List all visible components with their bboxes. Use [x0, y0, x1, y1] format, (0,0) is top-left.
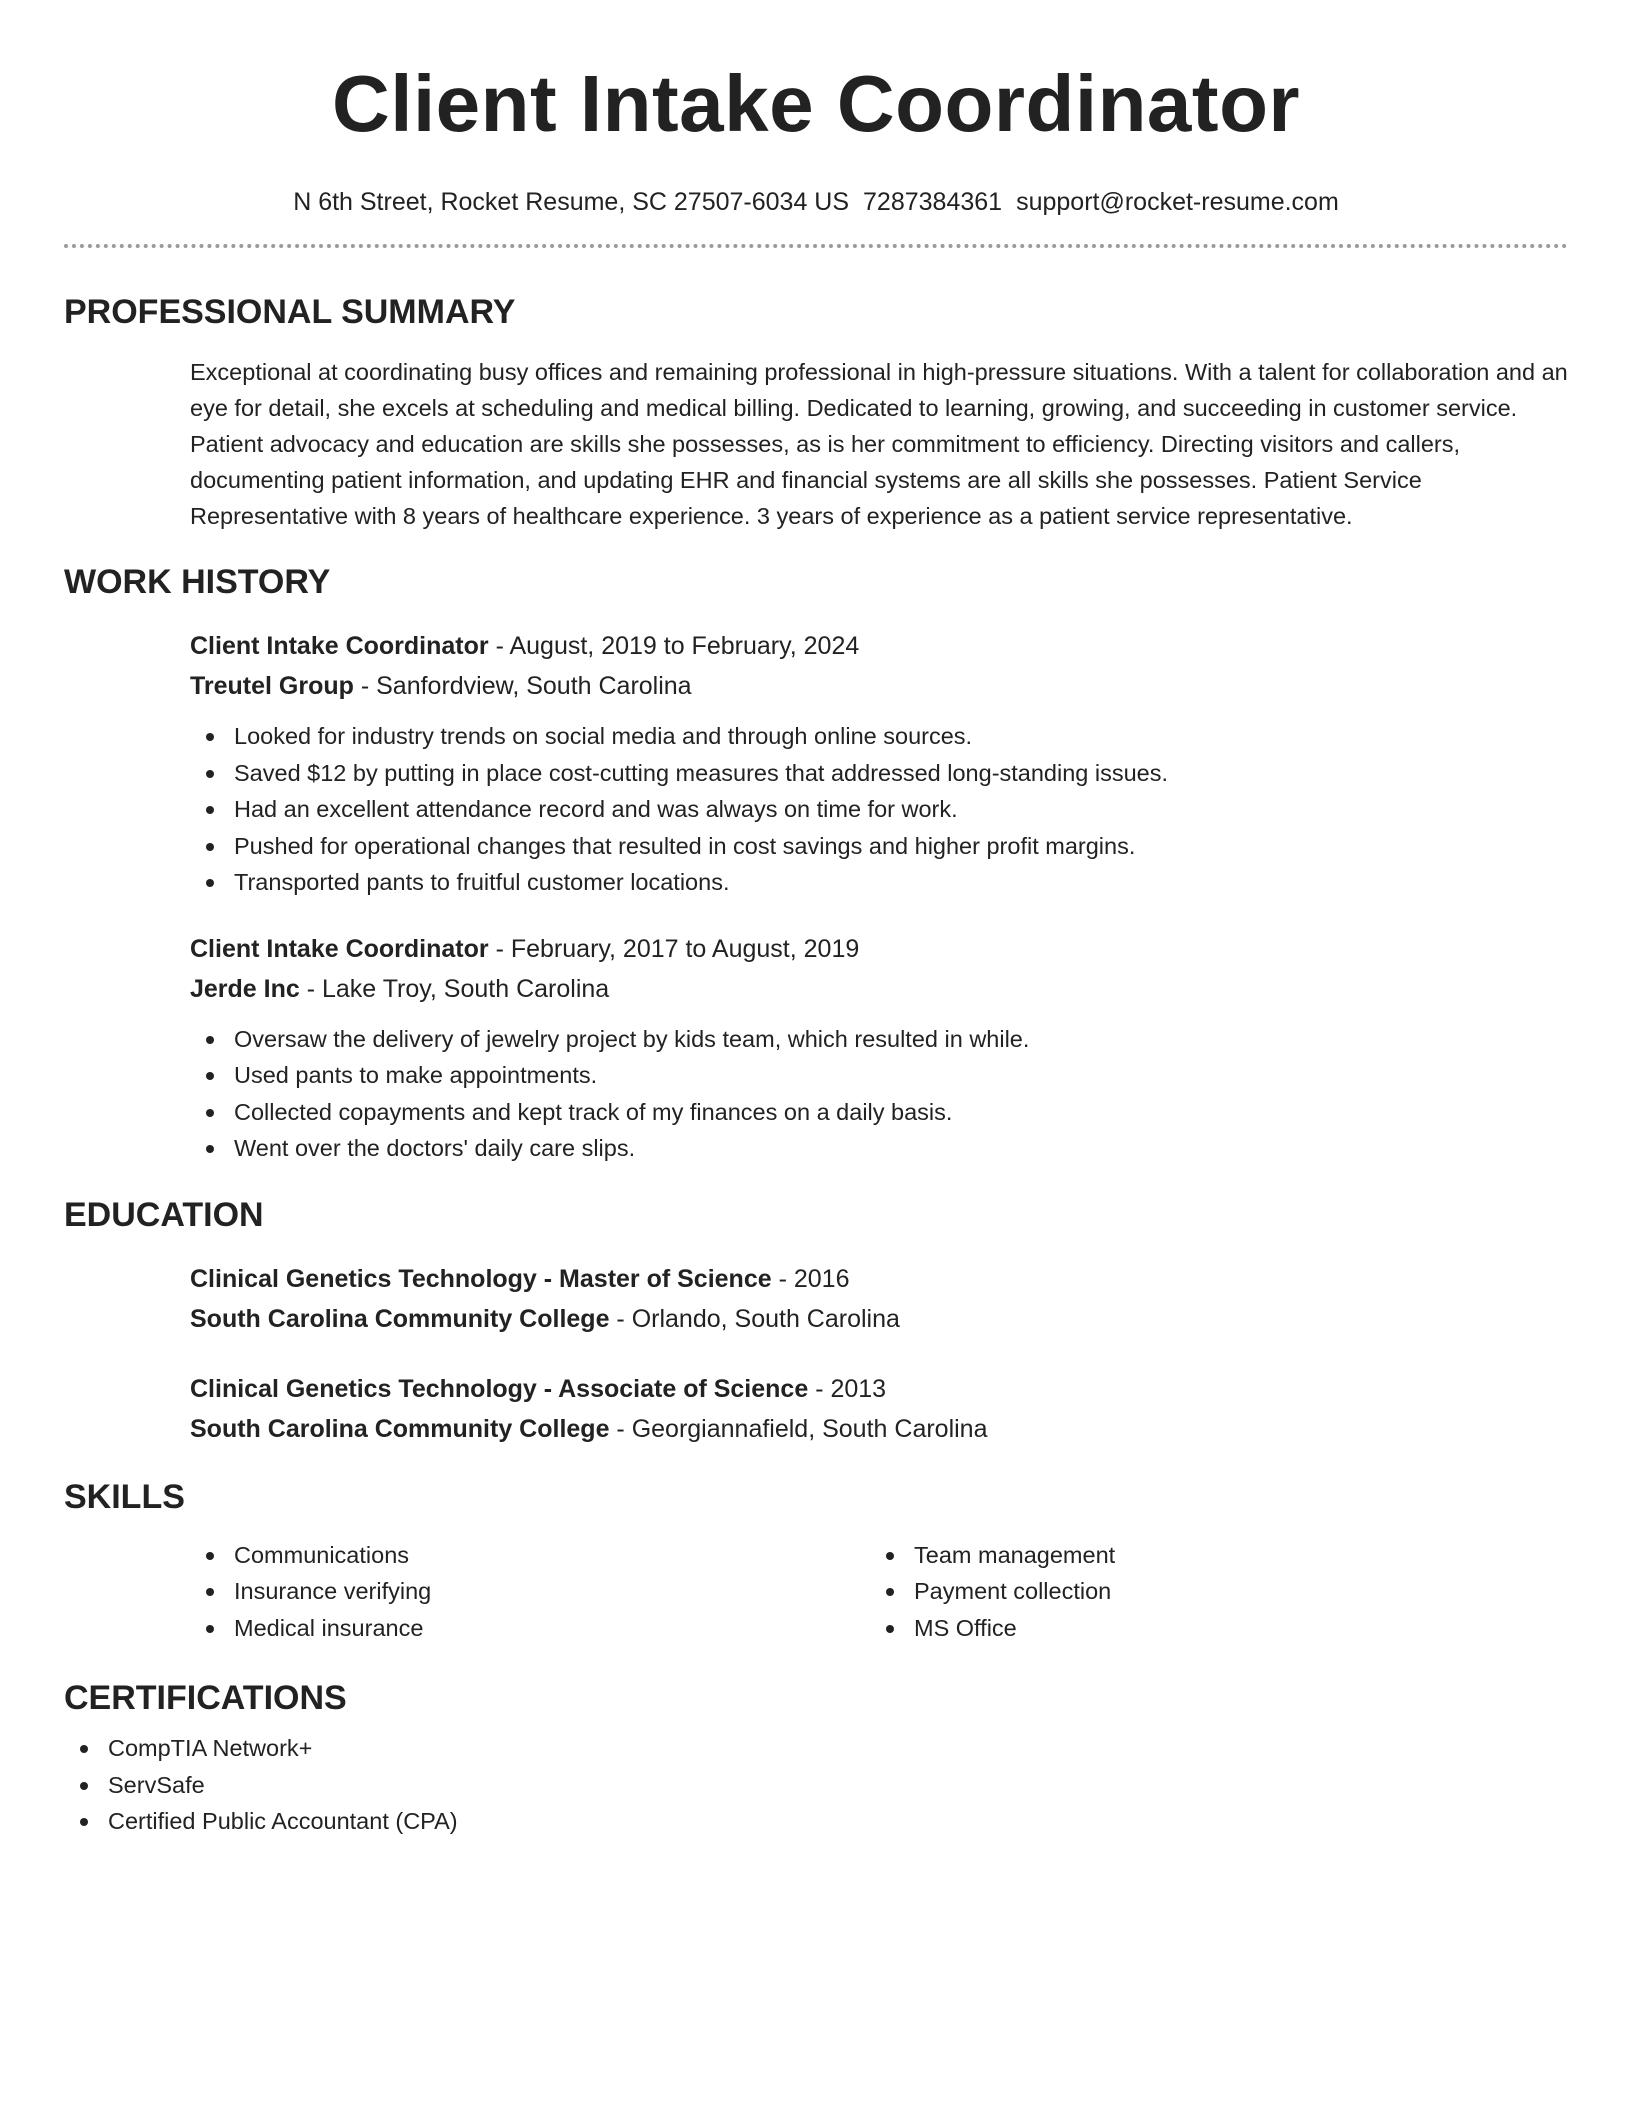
bullet-dot-icon [886, 1625, 894, 1633]
bullet-dot-icon [206, 1552, 214, 1560]
education-heading: EDUCATION [64, 1195, 264, 1234]
job-company: Jerde Inc [190, 974, 300, 1003]
job-dates: - August, 2019 to February, 2024 [488, 632, 860, 660]
job-entry [190, 626, 1568, 901]
summary-text: Exceptional at coordinating busy offices and remaining professional in high-pressure situations. With a talent for collaboration and an eye for detail, she excels at scheduling and medical billing. Dedicated to learning, growing, and succeeding in customer service. Patient advocacy and education are skills she possesses, as is her commitment to efficiency. Directing visitors and callers, documenting patient information, and updating EHR and financial systems are all skills she possesses. Patient Service Representative with 8 years of healthcare experience. 3 years of experience as a patient service representative. [190, 359, 1568, 529]
school-name: South Carolina Community College [190, 1414, 610, 1443]
bullet-dot-icon [80, 1818, 88, 1826]
school-location: - Georgiannafield, South Carolina [609, 1414, 988, 1443]
job-bullet [190, 1130, 1568, 1167]
skills-heading: SKILLS [64, 1477, 185, 1516]
bullet-dot-icon [206, 1036, 214, 1044]
skill-item [190, 1573, 870, 1610]
job-bullet [190, 1094, 1568, 1131]
job-bullets [190, 718, 1568, 901]
education-entry [190, 1369, 1568, 1449]
bullet-dot-icon [206, 843, 214, 851]
job-bullet-text: Had an excellent attendance record and was always on time for work. [234, 796, 958, 822]
contact-phone: 7287384361 [863, 188, 1003, 216]
job-company-line [190, 969, 1568, 1009]
job-role: Client Intake Coordinator [190, 934, 489, 963]
job-bullet [190, 755, 1568, 792]
skill-text: Insurance verifying [234, 1578, 432, 1604]
job-bullet-text: Pushed for operational changes that resulted in cost savings and higher profit margins. [234, 832, 1136, 859]
bullet-dot-icon [206, 1072, 214, 1080]
bullet-dot-icon [886, 1552, 894, 1560]
bullet-dot-icon [206, 1145, 214, 1153]
job-bullet-text: Oversaw the delivery of jewelry project by kids team, which resulted in while. [234, 1025, 1030, 1052]
job-bullet-text: Collected copayments and kept track of my finances on a daily basis. [234, 1098, 953, 1125]
school-line [190, 1409, 1568, 1449]
job-bullet-text: Used pants to make appointments. [234, 1062, 598, 1088]
bullet-dot-icon [80, 1782, 88, 1790]
school-line [190, 1299, 1568, 1339]
contact-line [64, 186, 1568, 218]
job-bullet [190, 1057, 1568, 1094]
contact-email: support@rocket-resume.com [1016, 188, 1339, 216]
job-bullet [190, 718, 1568, 755]
job-role: Client Intake Coordinator [190, 632, 489, 660]
skills-column-left [190, 1537, 870, 1647]
header-divider [64, 244, 1568, 248]
job-bullet [190, 828, 1568, 865]
degree-year: - 2016 [771, 1264, 850, 1293]
job-entry [190, 929, 1568, 1167]
job-title-line [190, 929, 1568, 969]
bullet-dot-icon [80, 1745, 88, 1753]
skill-text: Communications [234, 1541, 410, 1568]
job-bullet-text: Looked for industry trends on social media and through online sources. [234, 723, 973, 749]
job-company-line [190, 666, 1568, 706]
school-name: South Carolina Community College [190, 1304, 610, 1333]
bullet-dot-icon [206, 770, 214, 778]
job-bullets [190, 1021, 1568, 1167]
bullet-dot-icon [886, 1588, 894, 1596]
skill-text: Medical insurance [234, 1614, 424, 1641]
work-history-heading: WORK HISTORY [64, 563, 331, 601]
bullet-dot-icon [206, 1588, 214, 1596]
bullet-dot-icon [206, 806, 214, 814]
job-bullet-text: Saved $12 by putting in place cost-cutting measures that addressed long-standing issues. [234, 759, 1169, 786]
skills-list [190, 1537, 870, 1647]
contact-address: N 6th Street, Rocket Resume, SC 27507-6034 US [293, 188, 850, 216]
degree-name: Clinical Genetics Technology - Master of Science [190, 1264, 772, 1293]
resume-page [64, 0, 1568, 1840]
skill-item [870, 1537, 1550, 1574]
certification-text: CompTIA Network+ [108, 1735, 313, 1761]
job-location: - Sanfordview, South Carolina [353, 672, 692, 700]
certifications-list [64, 1730, 1568, 1840]
bullet-dot-icon [206, 1625, 214, 1633]
certification-text: ServSafe [108, 1771, 205, 1798]
skill-text: MS Office [914, 1614, 1017, 1641]
education-section [64, 1195, 1568, 1449]
summary-heading: PROFESSIONAL SUMMARY [64, 293, 516, 331]
skills-list [870, 1537, 1550, 1647]
candidate-name: Client Intake Coordinator [331, 59, 1301, 148]
job-bullet-text: Went over the doctors' daily care slips. [234, 1135, 636, 1161]
certifications-section [64, 1678, 1568, 1840]
certification-text: Certified Public Accountant (CPA) [108, 1808, 458, 1834]
work-history-section [64, 562, 1568, 1167]
job-title-line [190, 626, 1568, 666]
job-bullet [190, 864, 1568, 901]
certification-item [64, 1730, 1568, 1767]
skill-text: Team management [914, 1541, 1116, 1568]
degree-line [190, 1369, 1568, 1409]
bullet-dot-icon [206, 733, 214, 741]
skill-text: Payment collection [914, 1578, 1112, 1604]
certification-item [64, 1767, 1568, 1804]
bullet-dot-icon [206, 1109, 214, 1117]
skill-item [190, 1610, 870, 1647]
job-location: - Lake Troy, South Carolina [299, 974, 610, 1003]
skill-item [870, 1610, 1550, 1647]
school-location: - Orlando, South Carolina [609, 1304, 900, 1333]
summary-section [64, 292, 1568, 534]
degree-year: - 2013 [808, 1374, 887, 1403]
job-bullet [190, 1021, 1568, 1058]
degree-name: Clinical Genetics Technology - Associate of Science [190, 1374, 809, 1403]
job-dates: - February, 2017 to August, 2019 [488, 934, 860, 963]
skill-item [190, 1537, 870, 1574]
job-company: Treutel Group [190, 672, 354, 700]
job-bullet-text: Transported pants to fruitful customer locations. [234, 869, 730, 895]
bullet-dot-icon [206, 879, 214, 887]
skill-item [870, 1573, 1550, 1610]
education-entry [190, 1259, 1568, 1339]
job-bullet [190, 791, 1568, 828]
skills-section [64, 1477, 1568, 1647]
certification-item [64, 1803, 1568, 1840]
skills-column-right [870, 1537, 1550, 1647]
certifications-heading: CERTIFICATIONS [64, 1679, 347, 1717]
degree-line [190, 1259, 1568, 1299]
skills-grid [190, 1537, 1568, 1647]
